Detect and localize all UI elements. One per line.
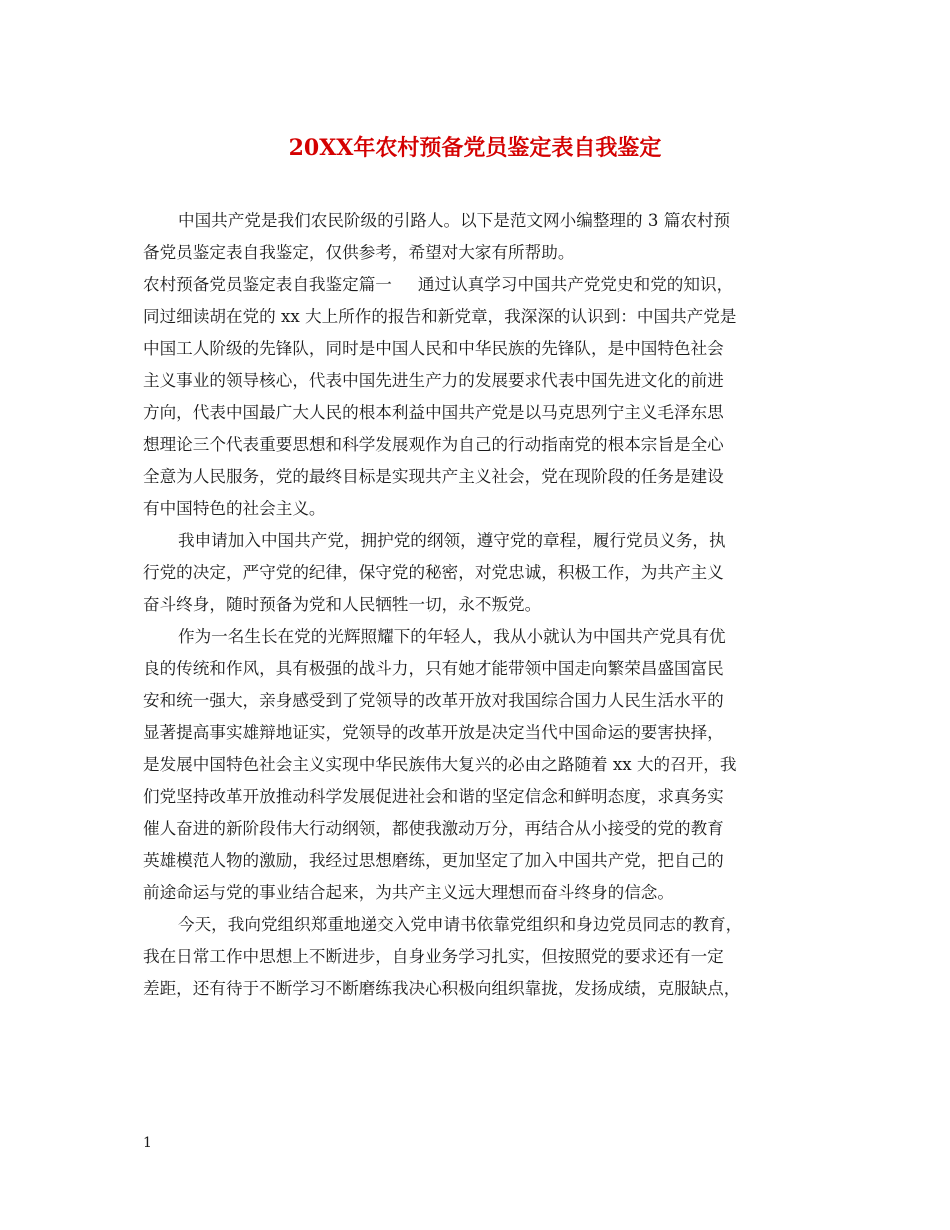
text-line: 同过细读胡在党的 xx 大上所作的报告和新党章，我深深的认识到：中国共产党是 [143,307,737,326]
text-line: 全意为人民服务，党的最终目标是实现共产主义社会，党在现阶段的任务是建设 [143,467,724,486]
text-line [143,269,815,301]
text-line: 想理论三个代表重要思想和科学发展观作为自己的行动指南党的根本宗旨是全心 [143,435,724,454]
text-line: 差距，还有待于不断学习不断磨练我决心积极向组织靠拢，发扬成绩，克服缺点， [143,979,741,998]
page-number: 1 [143,1135,152,1151]
text-line: 奋斗终身，随时预备为党和人民牺牲一切，永不叛党。 [143,595,542,614]
text-line: 安和统一强大，亲身感受到了党领导的改革开放对我国综合国力人民生活水平的 [143,691,724,710]
text-line: 作为一名生长在党的光辉照耀下的年轻人，我从小就认为中国共产党具有优 [178,627,726,646]
document-title: 20XX年农村预备党员鉴定表自我鉴定 [288,135,662,161]
text-line: 方向，代表中国最广大人民的根本利益中国共产党是以马克思列宁主义毛泽东思 [143,403,724,422]
text-line: 主义事业的领导核心，代表中国先进生产力的发展要求代表中国先进文化的前进 [143,371,724,390]
text-line: 显著提高事实雄辩地证实，党领导的改革开放是决定当代中国命运的要害抉择， [143,723,724,742]
text-line: 中国工人阶级的先锋队，同时是中国人民和中华民族的先锋队，是中国特色社会 [143,339,724,358]
text-line: 是发展中国特色社会主义实现中华民族伟大复兴的必由之路随着 xx 大的召开，我 [143,755,737,774]
text-line: 前途命运与党的事业结合起来，为共产主义远大理想而奋斗终身的信念。 [143,883,674,902]
text-line: 我申请加入中国共产党，拥护党的纲领，遵守党的章程，履行党员义务，执 [178,531,726,550]
text-line: 有中国特色的社会主义。 [143,499,326,518]
text-line: 中国共产党是我们农民阶级的引路人。以下是范文网小编整理的 3 篇农村预 [178,211,731,230]
text-segment: 通过认真学习中国共产党党史和党的知识， [417,275,734,294]
text-line: 行党的决定，严守党的纪律，保守党的秘密，对党忠诚，积极工作，为共产主义 [143,563,724,582]
text-line: 催人奋进的新阶段伟大行动纲领，都使我激动万分，再结合从小接受的党的教育 [143,819,724,838]
text-line: 备党员鉴定表自我鉴定，仅供参考，希望对大家有所帮助。 [143,243,575,262]
text-line: 今天，我向党组织郑重地递交入党申请书依靠党组织和身边党员同志的教育， [178,915,743,934]
text-line: 我在日常工作中思想上不断进步，自身业务学习扎实，但按照党的要求还有一定 [143,947,724,966]
section-heading: 农村预备党员鉴定表自我鉴定篇一 [143,275,392,294]
text-line: 良的传统和作风，具有极强的战斗力，只有她才能带领中国走向繁荣昌盛国富民 [143,659,724,678]
text-line: 英雄模范人物的激励，我经过思想磨练，更加坚定了加入中国共产党，把自己的 [143,851,724,870]
text-line: 们党坚持改革开放推动科学发展促进社会和谐的坚定信念和鲜明态度，求真务实 [143,787,724,806]
